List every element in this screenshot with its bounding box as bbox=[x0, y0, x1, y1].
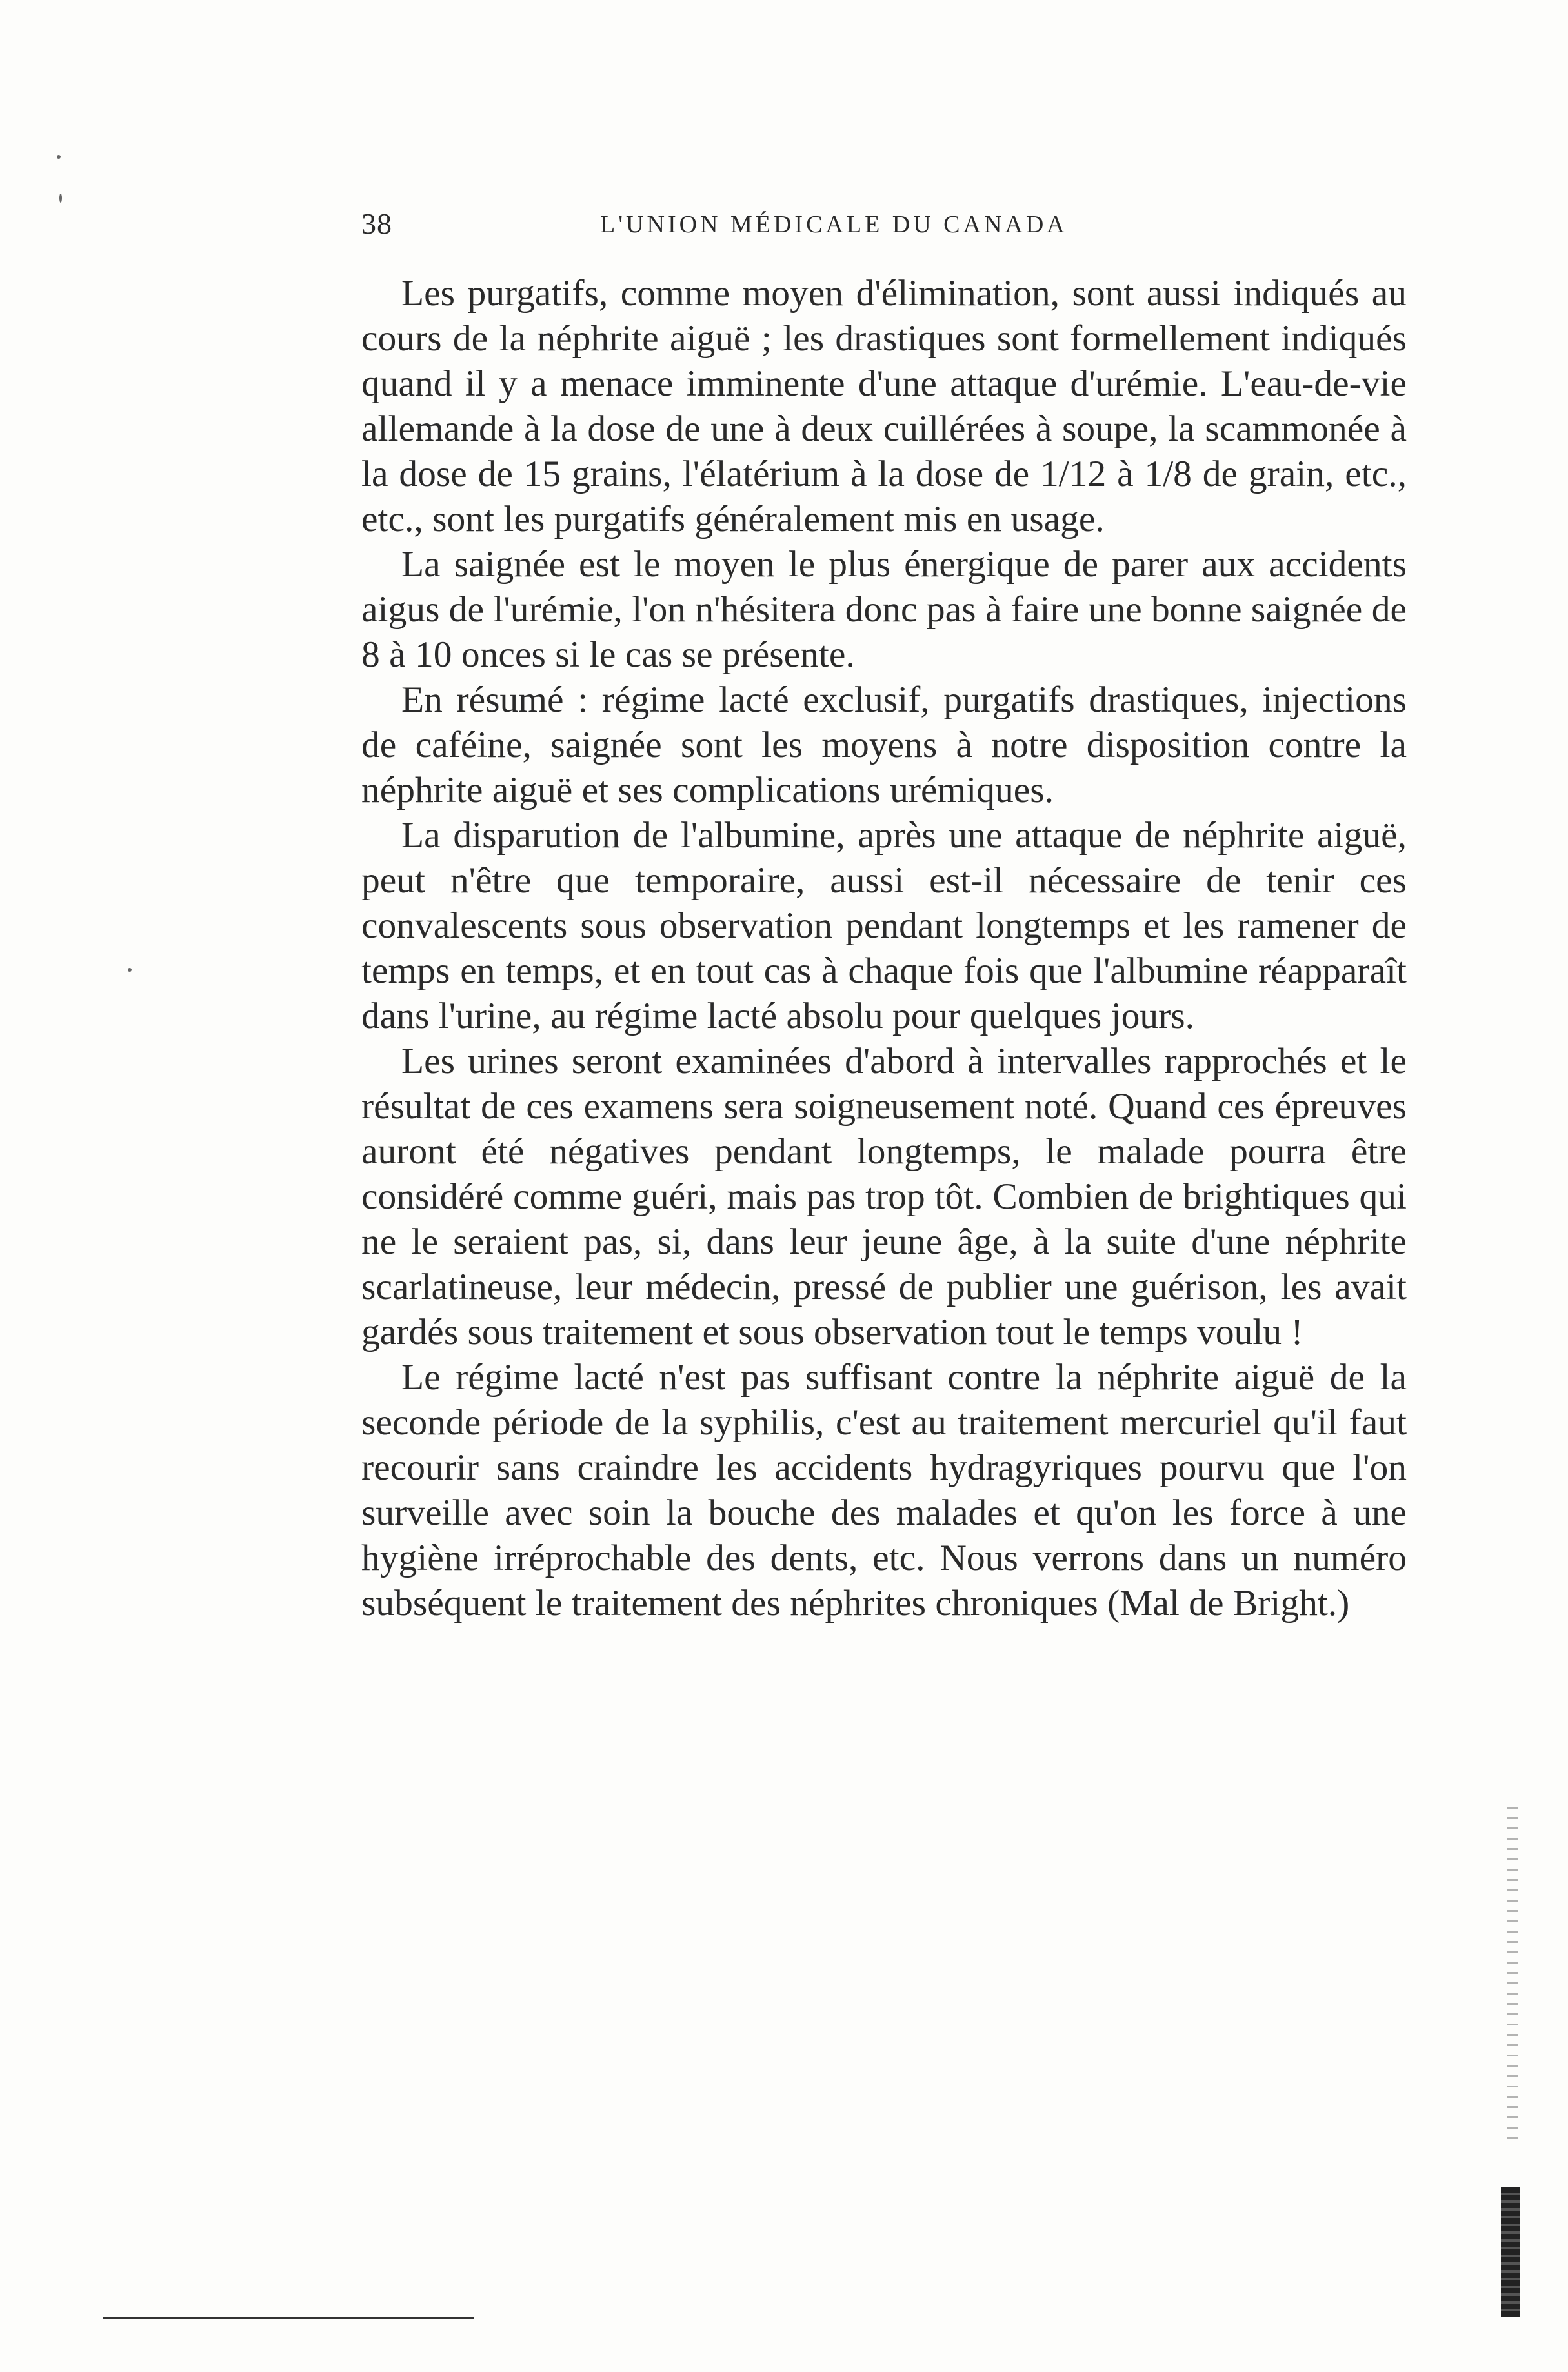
paragraph: Les urines seront examinées d'abord à intervalles rapprochés et le résultat de ces examens sera soigneusement noté. Quand ces épreuves auront été négatives pendant longtemps, le malade pourra être considéré comme guéri, mais pas trop tôt. Combien de brightiques qui ne le seraient pas, si, dans leur jeune âge, à la suite d'une néphrite scarlatineuse, leur médecin, pressé de publier une guérison, les avait gardés sous traitement et sous observation tout le temps voulu ! bbox=[361, 1041, 1407, 1352]
paragraph: Le régime lacté n'est pas suffisant contre la néphrite aiguë de la seconde période de la syphilis, c'est au traitement mercuriel qu'il faut recourir sans craindre les accidents hydragyriques pourvu que l'on surveille avec soin la bouche des malades et qu'on les force à une hygiène irréprochable des dents, etc. Nous verrons dans un numéro subséquent le traitement des néphrites chroniques (Mal de Bright.) bbox=[361, 1357, 1407, 1623]
paragraph: En résumé : régime lacté exclusif, purgatifs drastiques, injections de caféine, saignée sont les moyens à notre disposition contre la néphrite aiguë et ses complications urémiques. bbox=[361, 679, 1407, 810]
scan-edge-marks bbox=[1507, 1807, 1518, 2142]
scan-speck bbox=[59, 194, 62, 203]
scan-speck bbox=[128, 968, 132, 972]
article-body bbox=[361, 271, 1407, 1626]
running-head: L'UNION MÉDICALE DU CANADA bbox=[600, 211, 1068, 238]
paragraph: La disparution de l'albumine, après une attaque de néphrite aiguë, peut n'être que temporaire, aussi est-il nécessaire de tenir ces convalescents sous observation pendant longtemps et les ramener de temps en temps, et en tout cas à chaque fois que l'albumine réapparaît dans l'urine, au régime lacté absolu pour quelques jours. bbox=[361, 815, 1407, 1036]
bottom-rule bbox=[103, 2317, 474, 2319]
paragraph: La saignée est le moyen le plus énergique de parer aux accidents aigus de l'urémie, l'on n'hésitera donc pas à faire une bonne saignée de 8 à 10 onces si le cas se présente. bbox=[361, 544, 1407, 675]
scan-speck bbox=[57, 155, 61, 159]
scan-edge-shadow bbox=[1501, 2187, 1520, 2317]
page-number: 38 bbox=[361, 207, 392, 240]
paragraph: Les purgatifs, comme moyen d'élimination, sont aussi indiqués au cours de la néphrite aiguë ; les drastiques sont formellement indiqués quand il y a menace imminente d'une attaque d'urémie. L'eau-de-vie allemande à la dose de une à deux cuillérées à soupe, la scammonée à la dose de 15 grains, l'élatérium à la dose de 1/12 à 1/8 de grain, etc., etc., sont les purgatifs généralement mis en usage. bbox=[361, 273, 1407, 539]
